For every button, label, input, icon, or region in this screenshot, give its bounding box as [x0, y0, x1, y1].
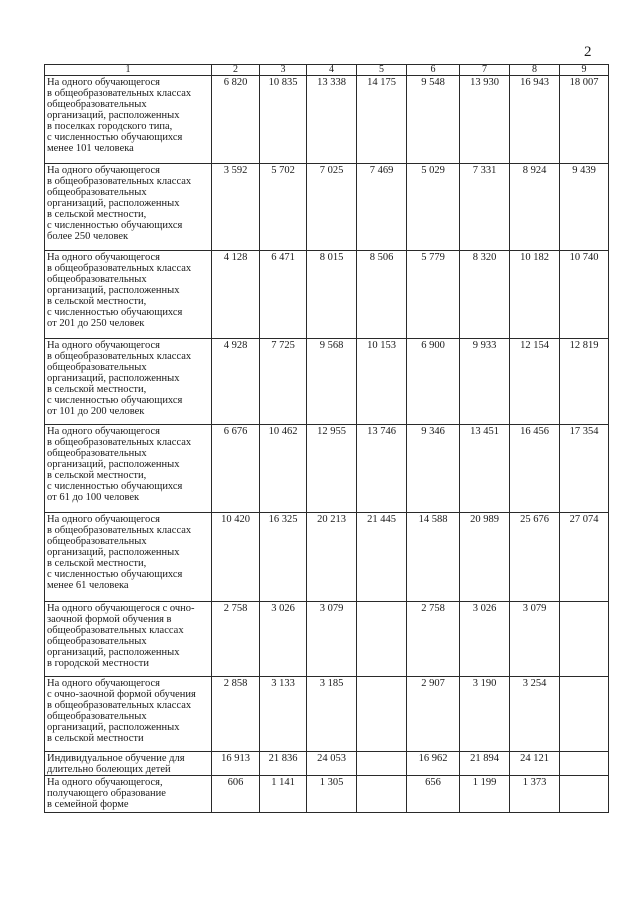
value-cell: 2 758: [407, 602, 460, 677]
value-cell: 27 074: [560, 513, 609, 602]
value-cell: 14 588: [407, 513, 460, 602]
row-label-line: организаций, расположенных: [47, 373, 180, 384]
value-cell: 20 989: [460, 513, 510, 602]
value-cell: 5 029: [407, 164, 460, 251]
value-cell: 4 128: [212, 251, 260, 339]
row-label-line: получающего образование: [47, 788, 166, 799]
row-label-line: в сельской местности,: [47, 296, 147, 307]
row-label-line: с численностью обучающихся: [47, 395, 183, 406]
table-row: [45, 752, 609, 776]
value-cell: 6 900: [407, 339, 460, 425]
value-cell: 13 930: [460, 76, 510, 164]
row-label-line: На одного обучающегося: [47, 514, 160, 525]
value-cell: 5 702: [260, 164, 307, 251]
row-label-line: с численностью обучающихся: [47, 569, 183, 580]
row-label-line: общеобразовательных: [47, 448, 147, 459]
value-cell: [560, 752, 609, 776]
row-label-line: менее 101 человека: [47, 143, 134, 154]
value-cell: 16 456: [510, 425, 560, 513]
value-cell: 2 907: [407, 677, 460, 752]
row-label-line: с численностью обучающихся: [47, 481, 183, 492]
value-cell: 1 199: [460, 776, 510, 813]
row-label-line: с численностью обучающихся: [47, 307, 183, 318]
column-number: 5: [357, 65, 407, 76]
value-cell: 12 154: [510, 339, 560, 425]
row-label-line: в сельской местности,: [47, 470, 147, 481]
value-cell: 14 175: [357, 76, 407, 164]
row-label: [45, 776, 212, 813]
column-number: 6: [407, 65, 460, 76]
row-label-line: На одного обучающегося: [47, 678, 160, 689]
value-cell: 10 182: [510, 251, 560, 339]
value-cell: 24 121: [510, 752, 560, 776]
row-label-line: более 250 человек: [47, 231, 129, 242]
row-label-line: общеобразовательных: [47, 711, 147, 722]
row-label-line: организаций, расположенных: [47, 647, 180, 658]
value-cell: 7 469: [357, 164, 407, 251]
row-label-line: общеобразовательных: [47, 187, 147, 198]
value-cell: 21 445: [357, 513, 407, 602]
row-label-line: в общеобразовательных классах: [47, 525, 192, 536]
row-label: [45, 425, 212, 513]
value-cell: [560, 677, 609, 752]
value-cell: 20 213: [307, 513, 357, 602]
row-label-line: в поселках городского типа,: [47, 121, 173, 132]
row-label-line: общеобразовательных: [47, 99, 147, 110]
row-label: [45, 513, 212, 602]
table-row: [45, 76, 609, 164]
row-label-line: менее 61 человека: [47, 580, 129, 591]
value-cell: 3 254: [510, 677, 560, 752]
row-label-line: в общеобразовательных классах: [47, 700, 192, 711]
value-cell: 9 933: [460, 339, 510, 425]
value-cell: 16 962: [407, 752, 460, 776]
value-cell: 4 928: [212, 339, 260, 425]
value-cell: 6 676: [212, 425, 260, 513]
value-cell: 13 338: [307, 76, 357, 164]
column-number: 8: [510, 65, 560, 76]
value-cell: 1 305: [307, 776, 357, 813]
value-cell: [560, 602, 609, 677]
row-label-line: организаций, расположенных: [47, 110, 180, 121]
column-number: 4: [307, 65, 357, 76]
value-cell: 2 858: [212, 677, 260, 752]
value-cell: [560, 776, 609, 813]
row-label-line: в семейной форме: [47, 799, 129, 810]
table-row: [45, 776, 609, 813]
row-label-line: общеобразовательных: [47, 362, 147, 373]
row-label-line: На одного обучающегося: [47, 340, 160, 351]
page-number: 2: [584, 44, 592, 60]
row-label-line: длительно болеющих детей: [47, 764, 171, 775]
value-cell: 656: [407, 776, 460, 813]
value-cell: 1 141: [260, 776, 307, 813]
value-cell: 7 725: [260, 339, 307, 425]
row-label-line: в сельской местности: [47, 733, 144, 744]
value-cell: 8 924: [510, 164, 560, 251]
value-cell: 7 025: [307, 164, 357, 251]
row-label-line: организаций, расположенных: [47, 722, 180, 733]
row-label-line: в общеобразовательных классах: [47, 88, 192, 99]
value-cell: 5 779: [407, 251, 460, 339]
table-row: [45, 164, 609, 251]
value-cell: 6 820: [212, 76, 260, 164]
row-label: [45, 602, 212, 677]
value-cell: 3 185: [307, 677, 357, 752]
row-label: [45, 76, 212, 164]
value-cell: 8 320: [460, 251, 510, 339]
row-label-line: общеобразовательных: [47, 274, 147, 285]
row-label-line: в сельской местности,: [47, 558, 147, 569]
table-row: [45, 602, 609, 677]
column-number: 7: [460, 65, 510, 76]
value-cell: 6 471: [260, 251, 307, 339]
table-row: [45, 677, 609, 752]
row-label-line: в сельской местности,: [47, 384, 147, 395]
row-label-line: общеобразовательных классах: [47, 625, 184, 636]
value-cell: 25 676: [510, 513, 560, 602]
value-cell: 10 420: [212, 513, 260, 602]
row-label-line: На одного обучающегося: [47, 426, 160, 437]
value-cell: 17 354: [560, 425, 609, 513]
value-cell: 1 373: [510, 776, 560, 813]
value-cell: 3 079: [307, 602, 357, 677]
value-cell: 3 026: [460, 602, 510, 677]
row-label-line: На одного обучающегося,: [47, 777, 163, 788]
row-label-line: в общеобразовательных классах: [47, 351, 192, 362]
row-label-line: На одного обучающегося с очно-: [47, 603, 195, 614]
row-label: [45, 164, 212, 251]
row-label-line: На одного обучающегося: [47, 252, 160, 263]
value-cell: 9 346: [407, 425, 460, 513]
value-cell: 10 462: [260, 425, 307, 513]
row-label-line: заочной формой обучения в: [47, 614, 172, 625]
normative-cost-table: [44, 64, 609, 813]
row-label-line: На одного обучающегося: [47, 77, 160, 88]
value-cell: 9 439: [560, 164, 609, 251]
value-cell: 16 943: [510, 76, 560, 164]
column-number: 1: [45, 65, 212, 76]
table-row: [45, 339, 609, 425]
row-label: [45, 752, 212, 776]
value-cell: 3 190: [460, 677, 510, 752]
row-label-line: с очно-заочной формой обучения: [47, 689, 196, 700]
row-label-line: На одного обучающегося: [47, 165, 160, 176]
value-cell: 10 835: [260, 76, 307, 164]
table-row: [45, 513, 609, 602]
value-cell: 606: [212, 776, 260, 813]
value-cell: 3 079: [510, 602, 560, 677]
row-label-line: организаций, расположенных: [47, 285, 180, 296]
column-number: 2: [212, 65, 260, 76]
value-cell: 9 568: [307, 339, 357, 425]
value-cell: 3 133: [260, 677, 307, 752]
row-label-line: с численностью обучающихся: [47, 132, 183, 143]
value-cell: 8 506: [357, 251, 407, 339]
row-label-line: в общеобразовательных классах: [47, 437, 192, 448]
column-number: 3: [260, 65, 307, 76]
value-cell: 13 746: [357, 425, 407, 513]
value-cell: 3 592: [212, 164, 260, 251]
value-cell: [357, 677, 407, 752]
value-cell: 12 819: [560, 339, 609, 425]
row-label-line: в сельской местности,: [47, 209, 147, 220]
table-row: [45, 425, 609, 513]
column-number: 9: [560, 65, 609, 76]
row-label-line: организаций, расположенных: [47, 459, 180, 470]
column-number-row: [45, 65, 609, 76]
value-cell: [357, 776, 407, 813]
row-label-line: организаций, расположенных: [47, 547, 180, 558]
value-cell: 8 015: [307, 251, 357, 339]
value-cell: [357, 602, 407, 677]
value-cell: 12 955: [307, 425, 357, 513]
row-label-line: в общеобразовательных классах: [47, 176, 192, 187]
row-label-line: общеобразовательных: [47, 536, 147, 547]
row-label: [45, 677, 212, 752]
value-cell: [357, 752, 407, 776]
value-cell: 10 740: [560, 251, 609, 339]
row-label-line: в общеобразовательных классах: [47, 263, 192, 274]
value-cell: 21 836: [260, 752, 307, 776]
value-cell: 10 153: [357, 339, 407, 425]
value-cell: 18 007: [560, 76, 609, 164]
row-label-line: от 101 до 200 человек: [47, 406, 145, 417]
value-cell: 16 325: [260, 513, 307, 602]
row-label-line: в городской местности: [47, 658, 149, 669]
row-label-line: общеобразовательных: [47, 636, 147, 647]
row-label-line: от 61 до 100 человек: [47, 492, 140, 503]
value-cell: 21 894: [460, 752, 510, 776]
value-cell: 2 758: [212, 602, 260, 677]
value-cell: 24 053: [307, 752, 357, 776]
row-label-line: от 201 до 250 человек: [47, 318, 145, 329]
row-label-line: организаций, расположенных: [47, 198, 180, 209]
value-cell: 13 451: [460, 425, 510, 513]
row-label-line: Индивидуальное обучение для: [47, 753, 185, 764]
row-label: [45, 339, 212, 425]
table-row: [45, 251, 609, 339]
row-label-line: с численностью обучающихся: [47, 220, 183, 231]
value-cell: 16 913: [212, 752, 260, 776]
value-cell: 9 548: [407, 76, 460, 164]
value-cell: 3 026: [260, 602, 307, 677]
value-cell: 7 331: [460, 164, 510, 251]
row-label: [45, 251, 212, 339]
